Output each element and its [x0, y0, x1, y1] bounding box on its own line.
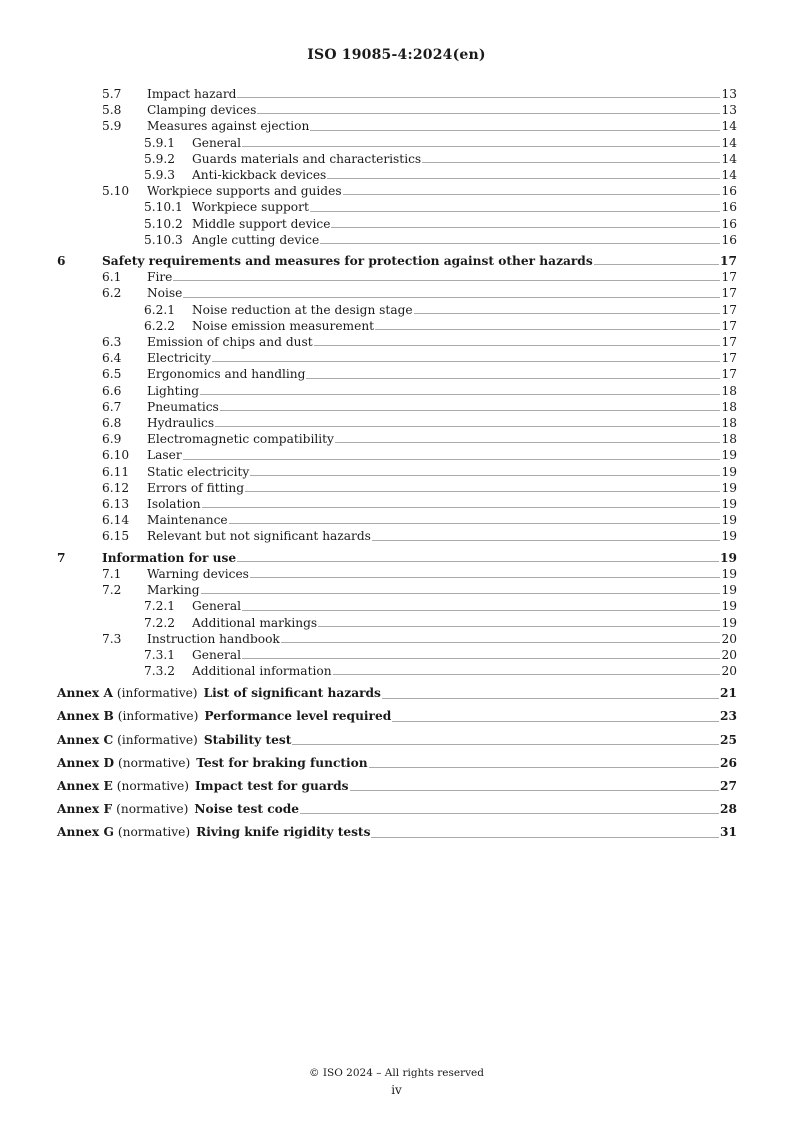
toc-entry[interactable] [57, 431, 737, 447]
toc-entry-page: 19 [721, 513, 737, 528]
annex-entry[interactable] [57, 778, 737, 795]
dot-leader [242, 658, 720, 659]
toc-entry[interactable] [57, 269, 737, 285]
toc-entry-title: Hydraulics [147, 416, 215, 431]
toc-entry-title: Noise emission measurement [192, 318, 375, 333]
toc-entry-title: Guards materials and characteristics [192, 151, 422, 166]
toc-entry-page: 20 [721, 664, 737, 679]
toc-entry-number: 6.8 [102, 416, 122, 431]
toc-entry-number: 6.11 [102, 464, 130, 479]
toc-entry-title: Workpiece supports and guides [147, 184, 342, 199]
annex-label: Annex C [57, 732, 114, 747]
toc-entry[interactable] [57, 151, 737, 167]
annex-entry[interactable] [57, 685, 737, 702]
dot-leader [300, 813, 719, 814]
toc-entry-title: Middle support device [192, 216, 331, 231]
toc-entry-title: Ergonomics and handling [147, 367, 306, 382]
dot-leader [237, 97, 720, 98]
toc-entry[interactable] [57, 582, 737, 598]
toc-entry-title: General [192, 647, 241, 662]
dot-leader [327, 178, 720, 179]
toc-entry-page: 19 [720, 550, 737, 565]
dot-leader [281, 642, 721, 643]
toc-entry-number: 5.9.1 [144, 135, 176, 150]
toc-entry-number: 7.1 [102, 566, 122, 581]
toc-entry-page: 17 [721, 302, 737, 317]
dot-leader [250, 475, 720, 476]
annex-page: 26 [720, 755, 737, 770]
toc-entry-title: Impact hazard [147, 87, 237, 101]
toc-entry-number: 5.8 [102, 103, 122, 118]
toc-entry[interactable] [57, 647, 737, 663]
toc-entry-number: 6.6 [102, 383, 122, 398]
dot-leader [333, 674, 721, 675]
toc-entry[interactable] [57, 366, 737, 382]
dot-leader [257, 113, 720, 114]
toc-entry-title: General [192, 135, 241, 150]
annex-title: Test for braking function [196, 755, 368, 770]
dot-leader [392, 721, 719, 722]
toc-entry-title: Noise reduction at the design stage [192, 302, 413, 317]
toc-entry-page: 19 [721, 448, 737, 463]
toc-entry-number: 6.12 [102, 480, 130, 495]
copyright-notice: © ISO 2024 – All rights reserved [309, 1067, 484, 1079]
dot-leader [594, 264, 719, 265]
annex-label: Annex E [57, 778, 113, 793]
dot-leader [350, 790, 720, 791]
toc-entry-number: 6.15 [102, 529, 130, 544]
toc-entry-page: 19 [721, 497, 737, 512]
toc-entry-number: 5.10.1 [144, 200, 183, 215]
dot-leader [314, 345, 721, 346]
toc-entry-title: Instruction handbook [147, 631, 280, 646]
toc-entry-title: Angle cutting device [192, 232, 320, 247]
annex-title: Impact test for guards [194, 778, 349, 793]
toc-entry-page: 19 [721, 615, 737, 630]
annex-label: Annex G [57, 825, 114, 840]
toc-entry[interactable] [57, 102, 737, 118]
toc-entry-title: Warning devices [147, 566, 249, 581]
dot-leader [183, 297, 720, 298]
toc-entry-page: 16 [721, 216, 737, 231]
toc-entry-page: 13 [721, 103, 737, 118]
toc-entry[interactable] [57, 663, 737, 679]
toc-entry-number: 6.10 [102, 448, 130, 463]
toc-entry-page: 17 [721, 351, 737, 366]
toc-entry[interactable] [57, 199, 737, 215]
toc-entry-number: 6.7 [102, 399, 122, 414]
dot-leader [335, 442, 721, 443]
toc-entry-number: 5.10.3 [144, 232, 183, 247]
dot-leader [320, 243, 720, 244]
toc-entry-number: 6.2.2 [144, 318, 176, 333]
toc-entry-page: 17 [721, 270, 737, 285]
toc-entry[interactable] [57, 216, 737, 232]
annex-kind: (informative) [117, 732, 198, 747]
toc-entry[interactable] [57, 118, 737, 134]
toc-entry-page: 14 [721, 168, 737, 183]
toc-entry-page: 17 [720, 254, 737, 269]
toc-entries [57, 86, 737, 679]
dot-leader [371, 837, 719, 838]
toc-entry[interactable] [57, 383, 737, 399]
toc-entry-title: Workpiece support [192, 200, 309, 215]
toc-entry-page: 17 [721, 318, 737, 333]
table-of-contents [57, 86, 737, 842]
toc-entry-title: Noise [147, 286, 183, 301]
toc-entry-title: Emission of chips and dust [147, 335, 313, 350]
annex-title: Stability test [203, 732, 292, 747]
dot-leader [215, 426, 720, 427]
toc-entry-page: 18 [721, 416, 737, 431]
dot-leader [250, 577, 721, 578]
toc-entry[interactable] [57, 285, 737, 301]
toc-entry-title: Pneumatics [147, 399, 219, 414]
toc-entry-page: 16 [721, 200, 737, 215]
toc-entry-page: 14 [721, 135, 737, 150]
toc-entry-page: 17 [721, 367, 737, 382]
toc-entry-number: 5.10 [102, 184, 130, 199]
annex-title: List of significant hazards [203, 686, 381, 701]
toc-entry-title: Clamping devices [147, 103, 257, 118]
annex-label: Annex B [57, 709, 114, 724]
dot-leader [237, 561, 719, 562]
toc-entry[interactable] [57, 480, 737, 496]
toc-entry[interactable] [57, 334, 737, 350]
toc-entry-title: Laser [147, 448, 182, 463]
toc-entry[interactable] [57, 566, 737, 582]
toc-entry[interactable] [57, 135, 737, 151]
dot-leader [212, 361, 721, 362]
toc-entry-title: Marking [147, 583, 200, 598]
toc-entry-title: Additional markings [192, 615, 318, 630]
toc-entry-title: Isolation [147, 497, 201, 512]
toc-entry[interactable] [57, 415, 737, 431]
toc-entry[interactable] [57, 528, 737, 544]
toc-entry-page: 18 [721, 432, 737, 447]
annex-entry[interactable] [57, 732, 737, 749]
annex-entry[interactable] [57, 755, 737, 772]
toc-entry[interactable] [57, 253, 737, 269]
dot-leader [306, 378, 720, 379]
dot-leader [242, 610, 720, 611]
toc-entry-title: Measures against ejection [147, 119, 310, 134]
dot-leader [183, 459, 721, 460]
toc-entry[interactable] [57, 598, 737, 614]
toc-entry[interactable] [57, 496, 737, 512]
toc-entry-title: Fire [147, 270, 173, 285]
toc-entry-page: 18 [721, 399, 737, 414]
annex-kind: (normative) [116, 802, 189, 817]
toc-entry-page: 19 [721, 566, 737, 581]
toc-entry[interactable] [57, 512, 737, 528]
dot-leader [200, 394, 720, 395]
toc-entry-title: Anti-kickback devices [192, 168, 327, 183]
toc-entry-title: Lighting [147, 383, 200, 398]
toc-entry[interactable] [57, 631, 737, 647]
toc-entry-title: Additional information [192, 664, 332, 679]
dot-leader [343, 194, 721, 195]
toc-entry[interactable] [57, 318, 737, 334]
toc-entry-page: 20 [721, 647, 737, 662]
toc-entry[interactable] [57, 399, 737, 415]
toc-entry-number: 5.9 [102, 119, 122, 134]
annex-kind: (normative) [116, 778, 189, 793]
annex-kind: (normative) [118, 755, 191, 770]
dot-leader [202, 507, 721, 508]
toc-entry-title: Electromagnetic compatibility [147, 432, 334, 447]
toc-entry[interactable] [57, 86, 737, 102]
annex-page: 21 [720, 686, 737, 701]
toc-entry-page: 19 [721, 464, 737, 479]
dot-leader [292, 744, 719, 745]
annex-kind: (normative) [117, 825, 191, 840]
dot-leader [331, 227, 720, 228]
dot-leader [414, 313, 721, 314]
toc-entry[interactable] [57, 302, 737, 318]
toc-entry-number: 6.4 [102, 351, 122, 366]
toc-entry-title: Errors of fitting [147, 480, 245, 495]
toc-entry[interactable] [57, 167, 737, 183]
toc-entry-page: 14 [721, 119, 737, 134]
toc-entry-page: 19 [721, 599, 737, 614]
annex-page: 31 [720, 825, 737, 840]
toc-entry[interactable] [57, 232, 737, 248]
toc-entry-page: 14 [721, 151, 737, 166]
dot-leader [310, 211, 721, 212]
annex-title: Noise test code [194, 802, 300, 817]
toc-entry-number: 7.2.2 [144, 615, 176, 630]
dot-leader [229, 523, 721, 524]
toc-entry-number: 7.3.2 [144, 664, 176, 679]
toc-entry-page: 20 [721, 631, 737, 646]
toc-entry-page: 16 [721, 232, 737, 247]
annex-entry[interactable] [57, 801, 737, 818]
toc-entry-title: General [192, 599, 241, 614]
toc-entry-number: 6.14 [102, 513, 130, 528]
toc-entry[interactable] [57, 550, 737, 566]
dot-leader [242, 146, 720, 147]
toc-entry-page: 13 [721, 87, 737, 101]
toc-entry-page: 17 [721, 286, 737, 301]
toc-entry-title: Electricity [147, 351, 211, 366]
toc-entry-number: 7.2.1 [144, 599, 176, 614]
toc-entry-number: 7.3 [102, 631, 122, 646]
toc-entry-title: Maintenance [147, 513, 228, 528]
toc-entry-number: 7.3.1 [144, 647, 176, 662]
document-header: ISO 19085-4:2024(en) [307, 47, 486, 63]
toc-entry-page: 16 [721, 184, 737, 199]
annex-page: 27 [720, 778, 737, 793]
toc-entry-page: 17 [721, 335, 737, 350]
toc-entry-number: 6.9 [102, 432, 122, 447]
annex-page: 25 [720, 732, 737, 747]
toc-entry-number: 7.2 [102, 583, 122, 598]
annex-label: Annex A [57, 686, 113, 701]
toc-entry-number: 7 [57, 550, 66, 565]
dot-leader [422, 162, 720, 163]
annex-label: Annex D [57, 755, 115, 770]
annex-title: Riving knife rigidity tests [196, 825, 371, 840]
annex-page: 23 [720, 709, 737, 724]
annex-title: Performance level required [204, 709, 392, 724]
toc-entry-page: 19 [721, 583, 737, 598]
toc-entry-number: 5.7 [102, 87, 122, 101]
dot-leader [220, 410, 721, 411]
toc-entry-number: 6.13 [102, 497, 130, 512]
dot-leader [310, 130, 720, 131]
dot-leader [375, 329, 720, 330]
annex-entry[interactable] [57, 708, 737, 725]
page-number: iv [391, 1083, 402, 1097]
toc-entry[interactable] [57, 183, 737, 199]
toc-entry[interactable] [57, 447, 737, 463]
toc-entry-number: 6.5 [102, 367, 122, 382]
toc-entry-title: Relevant but not significant hazards [147, 529, 371, 544]
annex-kind: (informative) [116, 686, 198, 701]
toc-entry-page: 19 [721, 480, 737, 495]
dot-leader [382, 698, 719, 699]
annex-page: 28 [720, 802, 737, 817]
toc-entry-number: 6.2.1 [144, 302, 176, 317]
toc-entry-number: 5.9.2 [144, 151, 176, 166]
toc-entry[interactable] [57, 615, 737, 631]
annex-entry[interactable] [57, 824, 737, 841]
toc-entry-number: 5.9.3 [144, 168, 176, 183]
dot-leader [173, 280, 720, 281]
annex-entries [57, 685, 737, 841]
dot-leader [372, 540, 721, 541]
toc-entry-number: 6.3 [102, 335, 122, 350]
annex-label: Annex F [57, 802, 113, 817]
dot-leader [201, 593, 721, 594]
toc-entry[interactable] [57, 350, 737, 366]
toc-entry-page: 19 [721, 529, 737, 544]
dot-leader [318, 626, 720, 627]
toc-entry-number: 6.1 [102, 270, 122, 285]
toc-entry[interactable] [57, 464, 737, 480]
dot-leader [369, 767, 719, 768]
toc-entry-number: 5.10.2 [144, 216, 183, 231]
toc-entry-title: Static electricity [147, 464, 250, 479]
toc-entry-page: 18 [721, 383, 737, 398]
toc-entry-title: Information for use [102, 550, 237, 565]
dot-leader [245, 491, 720, 492]
toc-entry-number: 6.2 [102, 286, 122, 301]
annex-kind: (informative) [117, 709, 199, 724]
toc-entry-number: 6 [57, 254, 66, 269]
toc-entry-title: Safety requirements and measures for protection against other hazards [102, 254, 593, 269]
